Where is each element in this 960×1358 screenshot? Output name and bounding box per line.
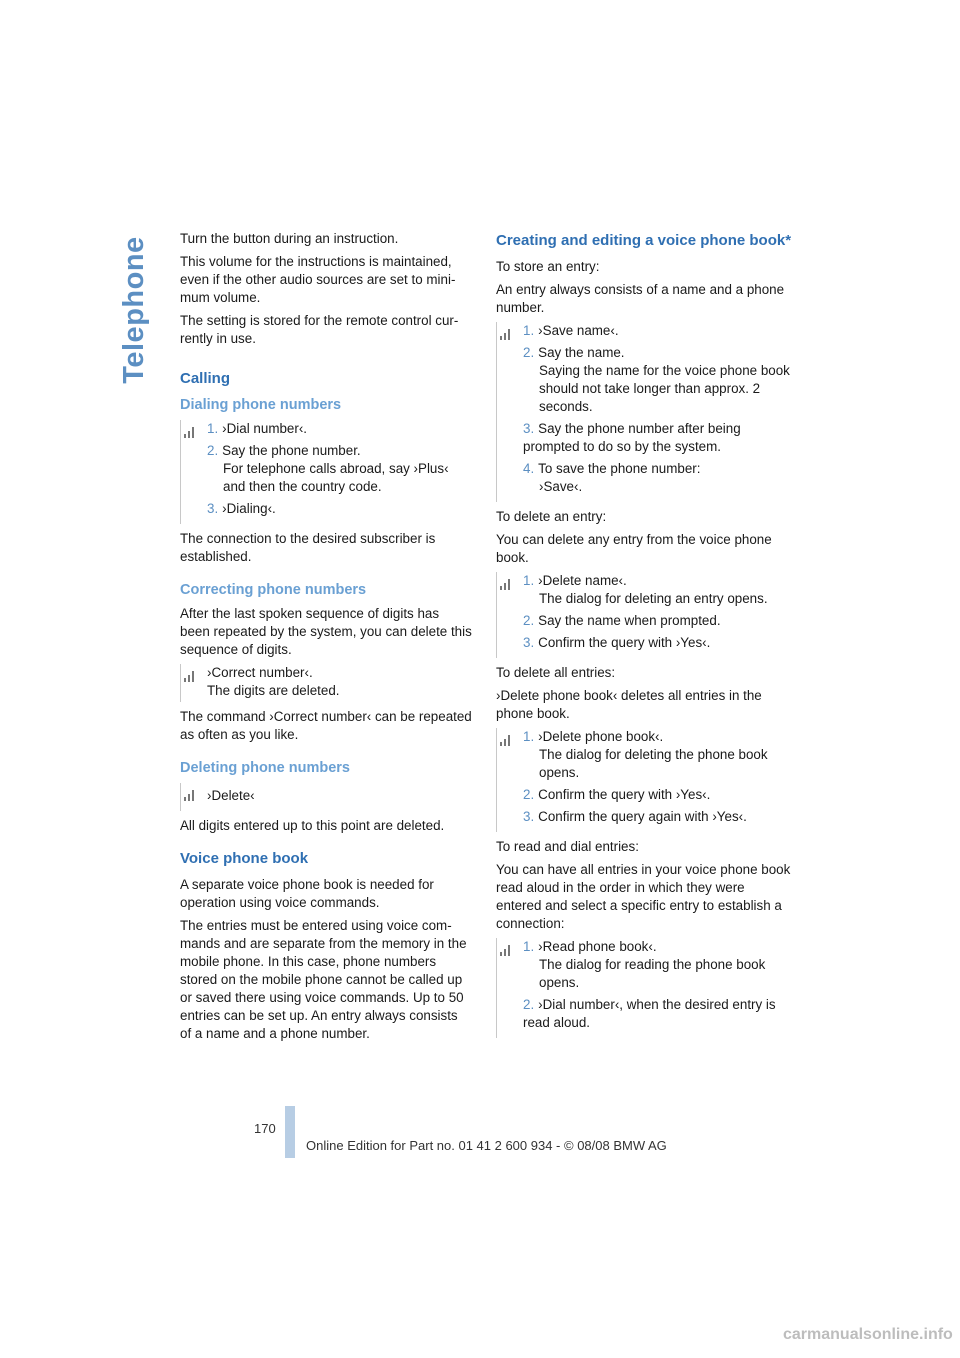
voice-command-block [496,728,792,832]
voice-command-icon [500,734,514,746]
voice-command-icon [500,578,514,590]
paragraph: The command ›Correct number‹ can be repeated as often as you like. [180,709,472,742]
footer-bar [285,1106,295,1158]
list-item: 3. Confirm the query with ›Yes‹. [523,635,711,650]
voice-command-icon [184,789,198,801]
list-item: 3. Say the phone number after being prompted to do so by the system. [523,421,741,454]
list-item: 2. Confirm the query with ›Yes‹. [523,787,711,802]
paragraph: ›Delete phone book‹ deletes all entries in the phone book. [496,688,762,721]
list-item: 1. ›Delete phone book‹. The dialog for deleting the phone book opens. [523,729,768,780]
voice-command-block [496,572,792,658]
voice-command-block [496,938,792,1038]
list-item: 2. Say the name when prompted. [523,613,721,628]
list-item: 2. ›Dial number‹, when the desired entry is read aloud. [523,997,776,1030]
paragraph: To delete an entry: [496,509,607,524]
section-side-title [114,230,154,390]
paragraph: Turn the button during an instruction. [180,231,399,246]
voice-command-icon [500,944,514,956]
section-side-title-text: Telephone [118,236,150,384]
heading-correcting: Correcting phone numbers [180,582,367,598]
list-item: 3. ›Dialing‹. [207,501,276,516]
watermark: carmanualsonline.info [783,1326,953,1343]
list-item: 1. ›Delete name‹. The dialog for deleting an entry opens. [523,573,768,606]
list-item: 2. Say the phone number. For telephone calls abroad, say ›Plus‹ and then the country code. [207,443,449,494]
list-item: 2. Say the name. Saying the name for the voice phone book should not take longer than approx. 2 seconds. [523,345,790,414]
paragraph: An entry always consists of a name and a phone number. [496,282,785,315]
footer-edition: Online Edition for Part no. 01 41 2 600 934 - © 08/08 BMW AG [306,1138,667,1153]
paragraph: You can delete any entry from the voice phone book. [496,532,772,565]
voice-command-block [180,420,472,524]
list-item: 4. To save the phone number: ›Save‹. [523,461,701,494]
left-column [180,230,472,1048]
page-number: 170 [254,1121,276,1136]
paragraph: To read and dial entries: [496,839,639,854]
heading-calling: Calling [180,370,231,387]
paragraph: A separate voice phone book is needed for operation using voice commands. [180,877,434,910]
list-item: 3. Confirm the query again with ›Yes‹. [523,809,747,824]
voice-command-icon [184,426,198,438]
list-item: 1. ›Read phone book‹. The dialog for reading the phone book opens. [523,939,766,990]
voice-command-icon [184,670,198,682]
paragraph: All digits entered up to this point are deleted. [180,818,445,833]
heading-voice-phone-book: Voice phone book [180,850,309,867]
right-column [496,230,792,1044]
paragraph: The setting is stored for the remote control cur-rently in use. [180,313,459,346]
voice-command-block: ›Delete‹ [180,783,472,811]
paragraph: After the last spoken sequence of digits has been repeated by the system, you can delete this sequence of digits. [180,606,472,657]
paragraph: The connection to the desired subscriber is established. [180,531,436,564]
voice-command-block [496,322,792,502]
paragraph: To delete all entries: [496,665,616,680]
heading-deleting: Deleting phone numbers [180,760,350,776]
heading-creating-voice-book: Creating and editing a voice phone book* [496,232,792,249]
paragraph: This volume for the instructions is maintained, even if the other audio sources are set to mini-mum volume. [180,254,456,305]
voice-command-icon [500,328,514,340]
paragraph: You can have all entries in your voice phone book read aloud in the order in which they were entered and select a specific entry to establish a connection: [496,862,791,931]
voice-command-block: ›Correct number‹. The digits are deleted. [180,664,472,702]
list-item: 1. ›Save name‹. [523,323,619,338]
paragraph: To store an entry: [496,259,600,274]
heading-dialing: Dialing phone numbers [180,397,342,413]
paragraph: The entries must be entered using voice com-mands and are separate from the memory in the mobile phone. In this case, phone numbers stored on the mobile phone cannot be called up or saved there using voice commands. Up to 50 entries can be set up. An entry always consists of a name and a phone number. [180,918,467,1041]
list-item: 1. ›Dial number‹. [207,421,308,436]
